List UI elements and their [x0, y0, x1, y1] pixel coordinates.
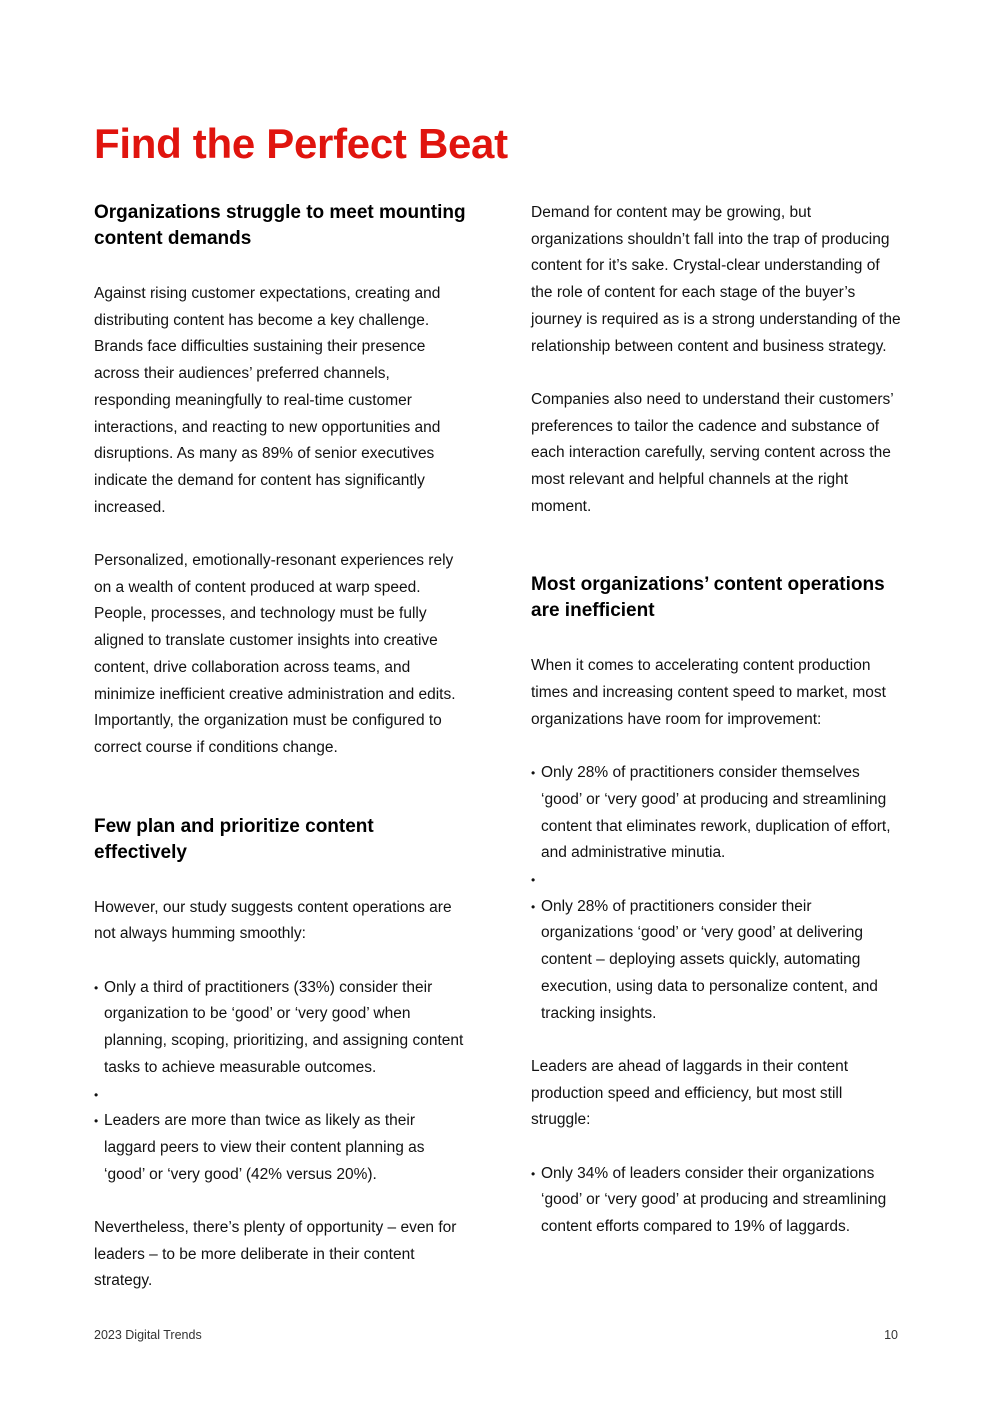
- paragraph: Personalized, emotionally-resonant experiences rely on a wealth of content produced at warp speed. People, processes, and technology must be fully aligned to translate customer insights into creative content, drive collaboration across teams, and minimize inefficient creative administration and edits. Importantly, the organization must be configured to correct course if conditions change.: [94, 552, 456, 756]
- paragraph: Companies also need to understand their customers’ preferences to tailor the cadence and substance of each interaction carefully, serving content across the most relevant and helpful channels at the right moment.: [531, 390, 894, 515]
- bullet-item: • Leaders are more than twice as likely as their laggard peers to view their content planning as ‘good’ or ‘very good’ (42% versus 20%).: [94, 1108, 466, 1188]
- section-heading-plan-prioritize: Few plan and prioritize content effectively: [94, 815, 374, 863]
- bullet-item: • Only 28% of practitioners consider their organizations ‘good’ or ‘very good’ at delivering content – deploying assets quickly, automating execution, using data to personalize content, and tracking insights.: [531, 894, 903, 1028]
- right-column: [531, 200, 903, 1241]
- paragraph: When it comes to accelerating content production times and increasing content speed to market, most organizations have room for improvement:: [531, 657, 886, 728]
- bullet-item: • Only 28% of practitioners consider themselves ‘good’ or ‘very good’ at producing and streamlining content that eliminates rework, duplication of effort, and administrative minutia.: [531, 760, 903, 867]
- paragraph: Demand for content may be growing, but organizations shouldn’t fall into the trap of producing content for it’s sake. Crystal-clear understanding of the role of content for each stage of the buyer’s journey is required as is a strong understanding of the relationship between content and business strategy.: [531, 204, 901, 355]
- paragraph: However, our study suggests content operations are not always humming smoothly:: [94, 898, 452, 943]
- page-title: Find the Perfect Beat: [94, 120, 508, 167]
- paragraph: Nevertheless, there’s plenty of opportunity – even for leaders – to be more deliberate in their content strategy.: [94, 1219, 457, 1290]
- section-heading-inefficient-operations: Most organizations’ content operations are inefficient: [531, 574, 885, 622]
- paragraph: Leaders are ahead of laggards in their content production speed and efficiency, but most still struggle:: [531, 1057, 849, 1129]
- section-heading-content-demands: Organizations struggle to meet mounting content demands: [94, 202, 466, 249]
- bullet-list: [94, 975, 466, 1189]
- bullet-list: [531, 1161, 903, 1241]
- left-column: [94, 200, 466, 1295]
- bullet-list: [531, 760, 903, 1027]
- bullet-item: • Only 34% of leaders consider their organizations ‘good’ or ‘very good’ at producing and streamlining content efforts compared to 19% of laggards.: [531, 1161, 903, 1241]
- paragraph: Against rising customer expectations, creating and distributing content has become a key challenge. Brands face difficulties sustaining their presence across their audiences’ preferred channels, responding meaningfully to real-time customer interactions, and reacting to new opportunities and disruptions. As many as 89% of senior executives indicate the demand for content has significantly increased.: [94, 285, 441, 516]
- footer-publication: 2023 Digital Trends: [94, 1328, 202, 1342]
- footer-page-number: 10: [884, 1328, 898, 1342]
- bullet-item: • Only a third of practitioners (33%) consider their organization to be ‘good’ or ‘very good’ when planning, scoping, prioritizing, and assigning content tasks to achieve measurable outcomes.: [94, 975, 466, 1082]
